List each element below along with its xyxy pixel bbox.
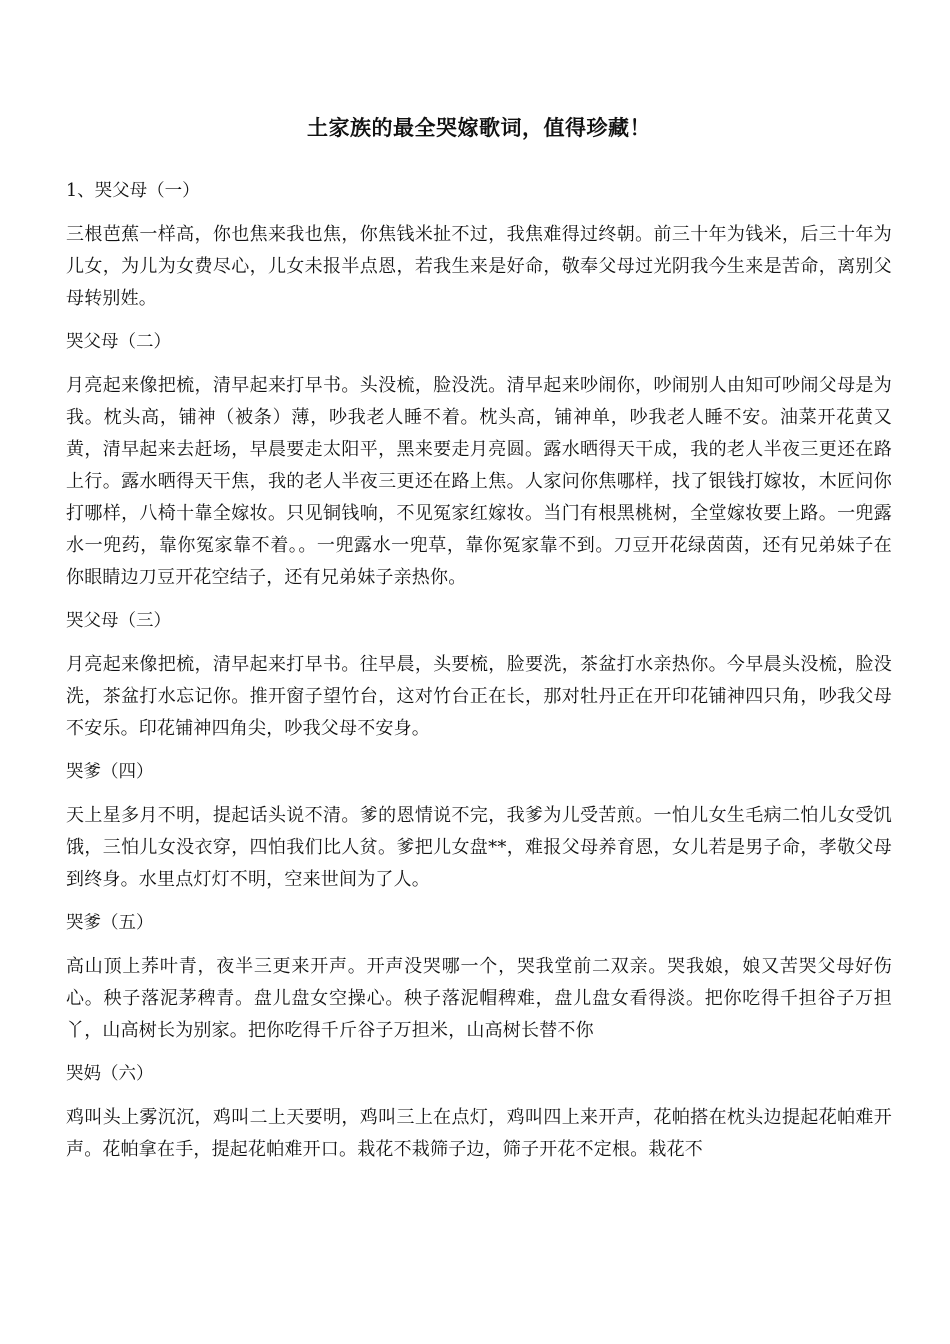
document-title: 土家族的最全哭嫁歌词，值得珍藏！ <box>307 116 651 140</box>
section-body: 高山顶上荞叶青，夜半三更来开声。开声没哭哪一个，哭我堂前二双亲。哭我娘，娘又苦哭父母好伤心。秧子落泥茅稗青。盘儿盘女空操心。秧子落泥帽稗难，盘儿盘女看得淡。把你吃得千担谷子万担丫，山高树长为别家。把你吃得千斤谷子万担米，山高树长替不你 <box>66 956 892 1041</box>
section-body: 月亮起来像把梳，清早起来打早书。往早晨，头要梳，脸要洗，茶盆打水亲热你。今早晨头没梳，脸没洗，茶盆打水忘记你。推开窗子望竹台，这对竹台正在长，那对牡丹正在开印花铺神四只角，吵我父母不安乐。印花铺神四角尖，吵我父母不安身。 <box>66 654 892 739</box>
section-body: 月亮起来像把梳，清早起来打早书。头没梳，脸没洗。清早起来吵闹你，吵闹别人由知可吵闹父母是为我。枕头高，铺神（被条）薄，吵我老人睡不着。枕头高，铺神单，吵我老人睡不安。油菜开花黄又黄，清早起来去赶场，早晨要走太阳平，黑来要走月亮圆。露水晒得天干成，我的老人半夜三更还在路上行。露水晒得天干焦，我的老人半夜三更还在路上焦。人家问你焦哪样，找了银钱打嫁妆，木匠问你打哪样，八椅十靠全嫁妆。只见铜钱响，不见冤家红嫁妆。当门有根黑桃树，全堂嫁妆要上路。一兜露水一兜药，靠你冤家靠不着。。一兜露水一兜草，靠你冤家靠不到。刀豆开花绿茵茵，还有兄弟妹子在你眼睛边刀豆开花空结子，还有兄弟妹子亲热你。 <box>66 375 892 588</box>
section-body: 鸡叫头上雾沉沉，鸡叫二上天要明，鸡叫三上在点灯，鸡叫四上来开声，花帕搭在枕头边提起花帕难开声。花帕拿在手，提起花帕难开口。栽花不栽筛子边，筛子开花不定根。栽花不 <box>66 1107 892 1160</box>
section-heading: 1、哭父母（一） <box>66 181 200 201</box>
section-body: 三根芭蕉一样高，你也焦来我也焦，你焦钱米扯不过，我焦难得过终朝。前三十年为钱米，后三十年为儿女，为儿为女费尽心，儿女未报半点恩，若我生来是好命，敬奉父母过光阴我今生来是苦命，离别父母转别姓。 <box>66 224 892 309</box>
section-3 <box>66 606 892 745</box>
section-body: 天上星多月不明，提起话头说不清。爹的恩情说不完，我爹为儿受苦煎。一怕儿女生毛病二怕儿女受饥饿，三怕儿女没衣穿，四怕我们比人贫。爹把儿女盘**，难报父母养育恩，女儿若是男子命，孝敬父母到终身。水里点灯灯不明，空来世间为了人。 <box>66 805 892 890</box>
section-2 <box>66 327 892 594</box>
section-heading: 哭父母（三） <box>66 611 171 631</box>
section-heading: 哭父母（二） <box>66 332 171 352</box>
section-6 <box>66 1059 892 1166</box>
section-5 <box>66 908 892 1047</box>
section-4 <box>66 757 892 896</box>
section-1 <box>66 176 892 315</box>
document-page <box>66 112 892 1178</box>
section-heading: 哭爹（五） <box>66 913 154 933</box>
section-heading: 哭爹（四） <box>66 762 154 782</box>
section-heading: 哭妈（六） <box>66 1064 154 1084</box>
